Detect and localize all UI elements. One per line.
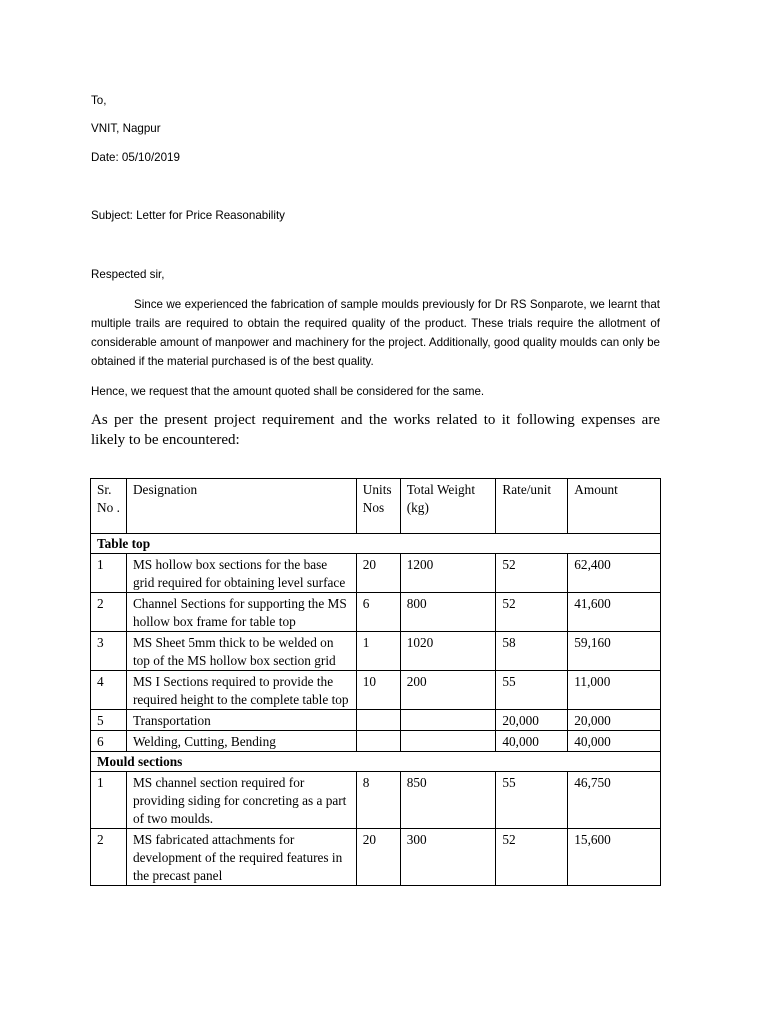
cell-weight: 1020 <box>400 632 496 671</box>
cell-sr: 1 <box>91 772 127 829</box>
greeting: Respected sir, <box>91 268 165 281</box>
recipient: VNIT, Nagpur <box>91 122 161 135</box>
cell-designation: MS I Sections required to provide the required height to the complete table top <box>126 671 356 710</box>
cell-units: 8 <box>356 772 400 829</box>
salutation-to: To, <box>91 94 107 107</box>
cell-units: 1 <box>356 632 400 671</box>
cell-sr: 4 <box>91 671 127 710</box>
cell-amount: 46,750 <box>568 772 661 829</box>
section-row-table-top <box>91 534 661 554</box>
body-paragraph-2: Hence, we request that the amount quoted shall be considered for the same. <box>91 385 485 398</box>
table-row <box>91 671 661 710</box>
table-row <box>91 710 661 731</box>
cell-units <box>356 731 400 752</box>
cell-rate: 40,000 <box>496 731 568 752</box>
cell-sr: 1 <box>91 554 127 593</box>
cell-weight: 1200 <box>400 554 496 593</box>
header-total-weight: Total Weight (kg) <box>400 479 496 534</box>
cell-designation: MS hollow box sections for the base grid required for obtaining level surface <box>126 554 356 593</box>
table-row <box>91 829 661 886</box>
header-designation: Designation <box>126 479 356 534</box>
letter-subject: Subject: Letter for Price Reasonability <box>91 209 285 222</box>
header-units: Units Nos <box>356 479 400 534</box>
cell-weight <box>400 731 496 752</box>
body-paragraph-3: As per the present project requirement and the works related to it following expenses are likely to be encountered: <box>91 412 660 448</box>
cell-sr: 2 <box>91 829 127 886</box>
table-header-row <box>91 479 661 534</box>
cell-units: 6 <box>356 593 400 632</box>
cell-designation: Channel Sections for supporting the MS hollow box frame for table top <box>126 593 356 632</box>
cell-units: 10 <box>356 671 400 710</box>
section-row-mould <box>91 752 661 772</box>
cell-units: 20 <box>356 829 400 886</box>
table-row <box>91 731 661 752</box>
letter-date: Date: 05/10/2019 <box>91 151 180 164</box>
header-sr-no: Sr. No . <box>91 479 127 534</box>
cell-designation: MS Sheet 5mm thick to be welded on top of the MS hollow box section grid <box>126 632 356 671</box>
cell-weight: 200 <box>400 671 496 710</box>
section-label: Table top <box>91 534 661 554</box>
table-row <box>91 593 661 632</box>
cell-units <box>356 710 400 731</box>
cell-weight: 850 <box>400 772 496 829</box>
cell-amount: 40,000 <box>568 731 661 752</box>
cell-rate: 55 <box>496 671 568 710</box>
cell-sr: 3 <box>91 632 127 671</box>
cell-weight: 300 <box>400 829 496 886</box>
cell-amount: 41,600 <box>568 593 661 632</box>
cell-rate: 52 <box>496 593 568 632</box>
table-row <box>91 772 661 829</box>
header-rate: Rate/unit <box>496 479 568 534</box>
cell-designation: Welding, Cutting, Bending <box>126 731 356 752</box>
cell-amount: 62,400 <box>568 554 661 593</box>
cell-sr: 2 <box>91 593 127 632</box>
cell-designation: Transportation <box>126 710 356 731</box>
cell-weight: 800 <box>400 593 496 632</box>
section-label: Mould sections <box>91 752 661 772</box>
cell-amount: 15,600 <box>568 829 661 886</box>
cell-rate: 58 <box>496 632 568 671</box>
cell-sr: 6 <box>91 731 127 752</box>
cell-designation: MS channel section required for providing siding for concreting as a part of two moulds. <box>126 772 356 829</box>
table-row <box>91 632 661 671</box>
cell-rate: 52 <box>496 554 568 593</box>
cell-amount: 59,160 <box>568 632 661 671</box>
table-row <box>91 554 661 593</box>
cell-sr: 5 <box>91 710 127 731</box>
expense-table <box>90 478 661 886</box>
cell-weight <box>400 710 496 731</box>
cell-designation: MS fabricated attachments for development of the required features in the precast panel <box>126 829 356 886</box>
cell-rate: 20,000 <box>496 710 568 731</box>
cell-amount: 20,000 <box>568 710 661 731</box>
cell-rate: 52 <box>496 829 568 886</box>
body-paragraph-1: Since we experienced the fabrication of sample moulds previously for Dr RS Sonparote, we learnt that multiple trails are required to obtain the required quality of the product. These trials require the allotment of considerable amount of manpower and machinery for the project. Additionally, good quality moulds can only be obtained if the material purchased is of the best quality. <box>91 298 660 368</box>
cell-units: 20 <box>356 554 400 593</box>
cell-amount: 11,000 <box>568 671 661 710</box>
cell-rate: 55 <box>496 772 568 829</box>
header-amount: Amount <box>568 479 661 534</box>
